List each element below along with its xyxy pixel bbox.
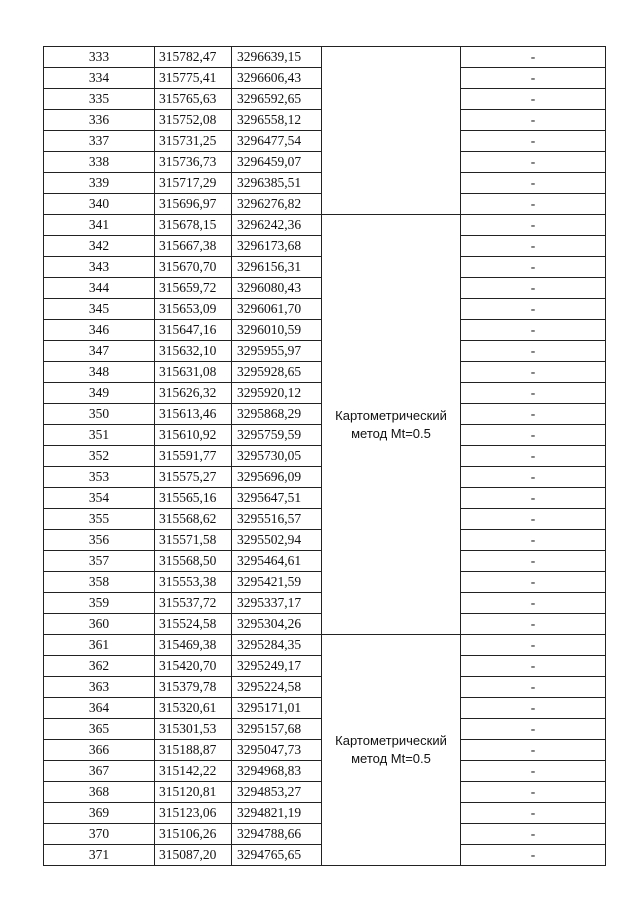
point-number-cell: 370 (44, 824, 155, 845)
point-number-cell: 344 (44, 278, 155, 299)
x-coordinate-cell: 315553,38 (155, 572, 232, 593)
point-number-cell: 355 (44, 509, 155, 530)
point-number-cell: 349 (44, 383, 155, 404)
note-cell: - (461, 278, 606, 299)
x-coordinate-cell: 315736,73 (155, 152, 232, 173)
y-coordinate-cell: 3295304,26 (232, 614, 322, 635)
x-coordinate-cell: 315087,20 (155, 845, 232, 866)
x-coordinate-cell: 315610,92 (155, 425, 232, 446)
y-coordinate-cell: 3295171,01 (232, 698, 322, 719)
y-coordinate-cell: 3294821,19 (232, 803, 322, 824)
note-cell: - (461, 572, 606, 593)
y-coordinate-cell: 3296592,65 (232, 89, 322, 110)
x-coordinate-cell: 315123,06 (155, 803, 232, 824)
y-coordinate-cell: 3295516,57 (232, 509, 322, 530)
note-cell: - (461, 782, 606, 803)
point-number-cell: 335 (44, 89, 155, 110)
note-cell: - (461, 677, 606, 698)
note-cell: - (461, 152, 606, 173)
y-coordinate-cell: 3294788,66 (232, 824, 322, 845)
y-coordinate-cell: 3296606,43 (232, 68, 322, 89)
coordinates-table-body (44, 47, 606, 866)
coordinates-table (43, 46, 606, 866)
note-cell: - (461, 530, 606, 551)
x-coordinate-cell: 315379,78 (155, 677, 232, 698)
point-number-cell: 366 (44, 740, 155, 761)
point-number-cell: 351 (44, 425, 155, 446)
point-number-cell: 354 (44, 488, 155, 509)
note-cell: - (461, 47, 606, 68)
note-cell: - (461, 362, 606, 383)
note-cell: - (461, 656, 606, 677)
y-coordinate-cell: 3295224,58 (232, 677, 322, 698)
point-number-cell: 346 (44, 320, 155, 341)
note-cell: - (461, 89, 606, 110)
note-cell: - (461, 425, 606, 446)
x-coordinate-cell: 315647,16 (155, 320, 232, 341)
note-cell: - (461, 404, 606, 425)
note-cell: - (461, 719, 606, 740)
y-coordinate-cell: 3295730,05 (232, 446, 322, 467)
point-number-cell: 342 (44, 236, 155, 257)
point-number-cell: 353 (44, 467, 155, 488)
point-number-cell: 367 (44, 761, 155, 782)
point-number-cell: 338 (44, 152, 155, 173)
method-cell: Картометрический метод Mt=0.5 (322, 215, 461, 635)
x-coordinate-cell: 315752,08 (155, 110, 232, 131)
x-coordinate-cell: 315782,47 (155, 47, 232, 68)
y-coordinate-cell: 3295955,97 (232, 341, 322, 362)
x-coordinate-cell: 315775,41 (155, 68, 232, 89)
note-cell: - (461, 68, 606, 89)
point-number-cell: 365 (44, 719, 155, 740)
x-coordinate-cell: 315591,77 (155, 446, 232, 467)
y-coordinate-cell: 3294968,83 (232, 761, 322, 782)
note-cell: - (461, 110, 606, 131)
point-number-cell: 359 (44, 593, 155, 614)
y-coordinate-cell: 3295502,94 (232, 530, 322, 551)
method-cell: Картометрический метод Mt=0.5 (322, 635, 461, 866)
point-number-cell: 361 (44, 635, 155, 656)
point-number-cell: 364 (44, 698, 155, 719)
point-number-cell: 345 (44, 299, 155, 320)
x-coordinate-cell: 315568,50 (155, 551, 232, 572)
x-coordinate-cell: 315537,72 (155, 593, 232, 614)
x-coordinate-cell: 315678,15 (155, 215, 232, 236)
method-cell-continued (322, 47, 461, 215)
y-coordinate-cell: 3295157,68 (232, 719, 322, 740)
point-number-cell: 363 (44, 677, 155, 698)
y-coordinate-cell: 3296061,70 (232, 299, 322, 320)
note-cell: - (461, 698, 606, 719)
y-coordinate-cell: 3295337,17 (232, 593, 322, 614)
point-number-cell: 358 (44, 572, 155, 593)
note-cell: - (461, 383, 606, 404)
note-cell: - (461, 257, 606, 278)
y-coordinate-cell: 3296639,15 (232, 47, 322, 68)
y-coordinate-cell: 3296010,59 (232, 320, 322, 341)
point-number-cell: 360 (44, 614, 155, 635)
x-coordinate-cell: 315301,53 (155, 719, 232, 740)
note-cell: - (461, 467, 606, 488)
y-coordinate-cell: 3295284,35 (232, 635, 322, 656)
note-cell: - (461, 194, 606, 215)
point-number-cell: 357 (44, 551, 155, 572)
point-number-cell: 343 (44, 257, 155, 278)
y-coordinate-cell: 3296477,54 (232, 131, 322, 152)
x-coordinate-cell: 315575,27 (155, 467, 232, 488)
note-cell: - (461, 341, 606, 362)
y-coordinate-cell: 3296242,36 (232, 215, 322, 236)
x-coordinate-cell: 315717,29 (155, 173, 232, 194)
y-coordinate-cell: 3295464,61 (232, 551, 322, 572)
x-coordinate-cell: 315420,70 (155, 656, 232, 677)
x-coordinate-cell: 315320,61 (155, 698, 232, 719)
x-coordinate-cell: 315469,38 (155, 635, 232, 656)
point-number-cell: 347 (44, 341, 155, 362)
y-coordinate-cell: 3295868,29 (232, 404, 322, 425)
y-coordinate-cell: 3295421,59 (232, 572, 322, 593)
note-cell: - (461, 845, 606, 866)
note-cell: - (461, 488, 606, 509)
x-coordinate-cell: 315667,38 (155, 236, 232, 257)
note-cell: - (461, 215, 606, 236)
y-coordinate-cell: 3295249,17 (232, 656, 322, 677)
point-number-cell: 339 (44, 173, 155, 194)
point-number-cell: 352 (44, 446, 155, 467)
note-cell: - (461, 446, 606, 467)
note-cell: - (461, 635, 606, 656)
x-coordinate-cell: 315613,46 (155, 404, 232, 425)
y-coordinate-cell: 3295759,59 (232, 425, 322, 446)
x-coordinate-cell: 315696,97 (155, 194, 232, 215)
point-number-cell: 350 (44, 404, 155, 425)
x-coordinate-cell: 315765,63 (155, 89, 232, 110)
note-cell: - (461, 761, 606, 782)
x-coordinate-cell: 315626,32 (155, 383, 232, 404)
note-cell: - (461, 551, 606, 572)
y-coordinate-cell: 3295920,12 (232, 383, 322, 404)
note-cell: - (461, 824, 606, 845)
y-coordinate-cell: 3296385,51 (232, 173, 322, 194)
x-coordinate-cell: 315653,09 (155, 299, 232, 320)
y-coordinate-cell: 3295696,09 (232, 467, 322, 488)
point-number-cell: 341 (44, 215, 155, 236)
table-row (44, 215, 606, 236)
x-coordinate-cell: 315142,22 (155, 761, 232, 782)
x-coordinate-cell: 315120,81 (155, 782, 232, 803)
point-number-cell: 371 (44, 845, 155, 866)
y-coordinate-cell: 3296173,68 (232, 236, 322, 257)
table-row (44, 47, 606, 68)
y-coordinate-cell: 3295047,73 (232, 740, 322, 761)
note-cell: - (461, 299, 606, 320)
note-cell: - (461, 803, 606, 824)
y-coordinate-cell: 3296156,31 (232, 257, 322, 278)
x-coordinate-cell: 315571,58 (155, 530, 232, 551)
y-coordinate-cell: 3295647,51 (232, 488, 322, 509)
point-number-cell: 334 (44, 68, 155, 89)
point-number-cell: 333 (44, 47, 155, 68)
note-cell: - (461, 740, 606, 761)
note-cell: - (461, 614, 606, 635)
y-coordinate-cell: 3296080,43 (232, 278, 322, 299)
note-cell: - (461, 131, 606, 152)
point-number-cell: 362 (44, 656, 155, 677)
y-coordinate-cell: 3295928,65 (232, 362, 322, 383)
x-coordinate-cell: 315106,26 (155, 824, 232, 845)
point-number-cell: 356 (44, 530, 155, 551)
x-coordinate-cell: 315631,08 (155, 362, 232, 383)
note-cell: - (461, 320, 606, 341)
x-coordinate-cell: 315188,87 (155, 740, 232, 761)
point-number-cell: 340 (44, 194, 155, 215)
y-coordinate-cell: 3294765,65 (232, 845, 322, 866)
x-coordinate-cell: 315524,58 (155, 614, 232, 635)
point-number-cell: 368 (44, 782, 155, 803)
x-coordinate-cell: 315632,10 (155, 341, 232, 362)
x-coordinate-cell: 315565,16 (155, 488, 232, 509)
y-coordinate-cell: 3296276,82 (232, 194, 322, 215)
note-cell: - (461, 593, 606, 614)
x-coordinate-cell: 315659,72 (155, 278, 232, 299)
y-coordinate-cell: 3294853,27 (232, 782, 322, 803)
note-cell: - (461, 509, 606, 530)
point-number-cell: 348 (44, 362, 155, 383)
note-cell: - (461, 236, 606, 257)
y-coordinate-cell: 3296558,12 (232, 110, 322, 131)
point-number-cell: 369 (44, 803, 155, 824)
y-coordinate-cell: 3296459,07 (232, 152, 322, 173)
x-coordinate-cell: 315568,62 (155, 509, 232, 530)
point-number-cell: 337 (44, 131, 155, 152)
point-number-cell: 336 (44, 110, 155, 131)
x-coordinate-cell: 315670,70 (155, 257, 232, 278)
x-coordinate-cell: 315731,25 (155, 131, 232, 152)
note-cell: - (461, 173, 606, 194)
table-row (44, 635, 606, 656)
